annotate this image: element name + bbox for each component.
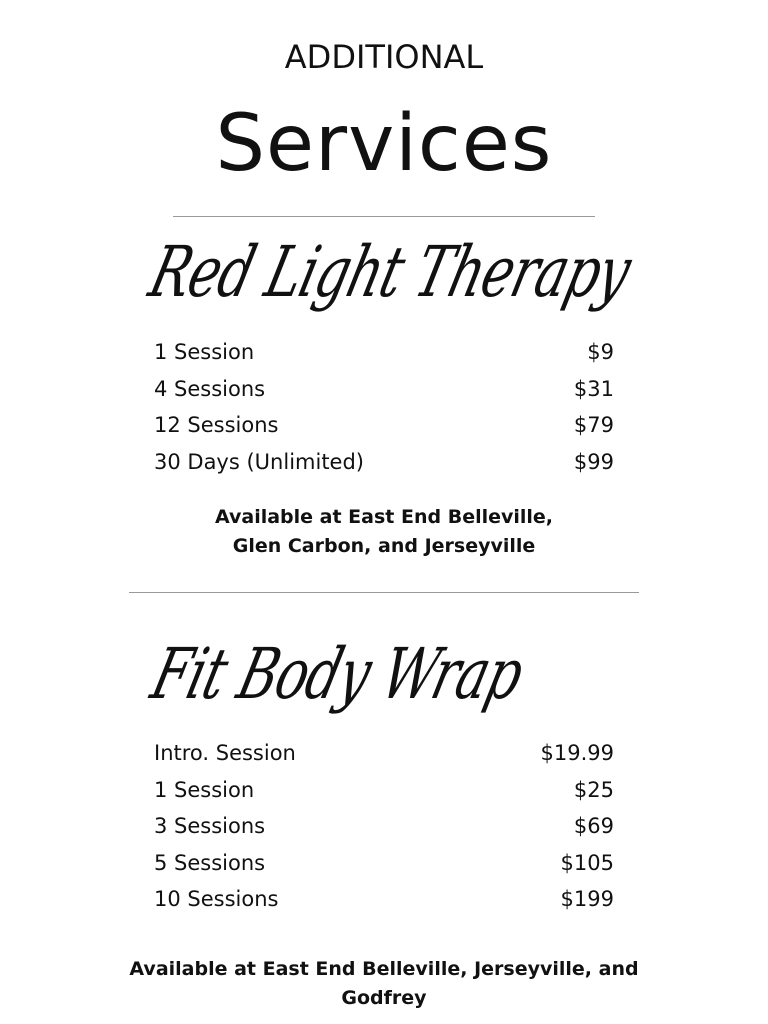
section-title-red-light-therapy: Red Light Therapy [141, 232, 638, 314]
price-row [154, 334, 614, 371]
service-label: 10 Sessions [154, 887, 279, 911]
service-price: $99 [573, 449, 614, 474]
availability-note-red-light-therapy [0, 503, 768, 561]
price-row [154, 808, 614, 845]
price-list-red-light-therapy [154, 334, 614, 480]
price-row [154, 444, 614, 481]
availability-line: Godfrey [341, 987, 427, 1009]
service-price: $69 [573, 814, 614, 838]
section-title-fit-body-wrap: Fit Body Wrap [143, 634, 531, 716]
price-row [154, 772, 614, 809]
service-label: 5 Sessions [154, 850, 266, 875]
availability-line: Glen Carbon, and Jerseyville [232, 535, 536, 557]
service-label: 4 Sessions [154, 376, 266, 401]
service-price: $19.99 [540, 741, 614, 765]
service-label: 30 Days (Unlimited) [154, 449, 364, 474]
service-price: $105 [560, 850, 614, 875]
service-label: Intro. Session [154, 741, 296, 765]
price-row [154, 407, 614, 444]
price-row [154, 371, 614, 408]
price-row [154, 735, 614, 772]
page-title: Services [215, 99, 553, 189]
service-label: 1 Session [154, 777, 255, 802]
top-divider [173, 216, 595, 217]
middle-divider [129, 592, 639, 593]
service-price: $199 [560, 887, 614, 911]
availability-line: Available at East End Belleville, Jerseyville, and [129, 958, 639, 980]
service-price: $31 [573, 376, 614, 401]
availability-line: Available at East End Belleville, [214, 506, 554, 528]
service-label: 3 Sessions [154, 814, 266, 838]
service-price: $25 [573, 777, 614, 802]
header-kicker: ADDITIONAL [284, 38, 484, 76]
service-label: 1 Session [154, 340, 255, 364]
price-list-fit-body-wrap [154, 735, 614, 918]
price-row [154, 845, 614, 882]
availability-note-fit-body-wrap [0, 955, 768, 1013]
price-row [154, 881, 614, 918]
service-price: $79 [573, 413, 614, 437]
service-label: 12 Sessions [154, 413, 279, 437]
service-price: $9 [587, 340, 614, 364]
